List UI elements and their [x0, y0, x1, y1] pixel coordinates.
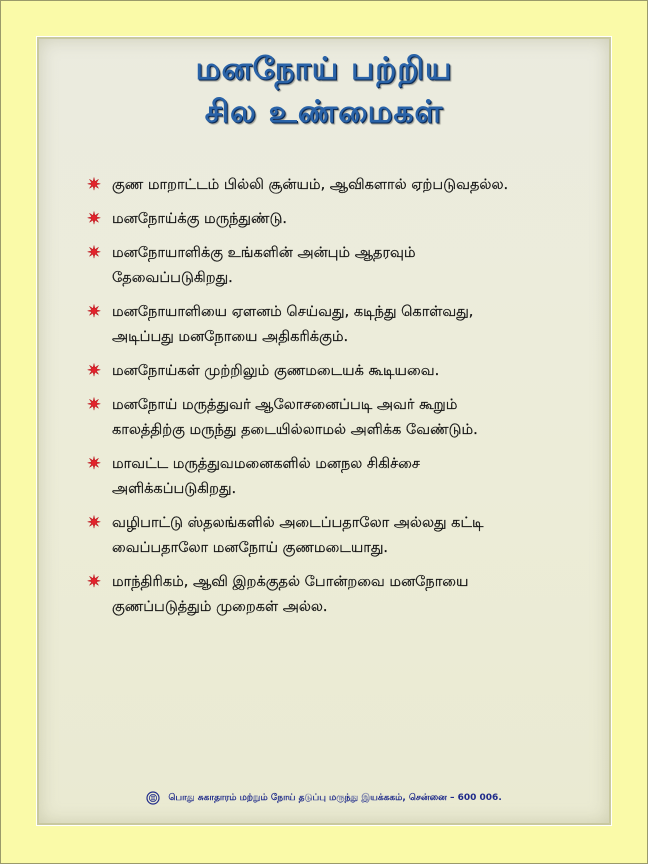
- fact-item: [81, 393, 581, 443]
- footer: [1, 791, 647, 806]
- fact-item: [81, 359, 581, 384]
- fact-text-line: தேவைப்படுகிறது.: [112, 270, 233, 286]
- fact-item: [81, 241, 581, 291]
- fact-text-line: குணப்படுத்தும் முறைகள் அல்ல.: [112, 599, 328, 615]
- star-bullet-icon: ✷: [86, 243, 102, 263]
- star-bullet-icon: ✷: [86, 361, 102, 381]
- fact-text-line: குண மாறாட்டம் பில்லி சூன்யம், ஆவிகளால் ஏற்படுவதல்ல.: [112, 177, 509, 193]
- fact-item: [81, 511, 581, 561]
- fact-text-line: வழிபாட்டு ஸ்தலங்களில் அடைப்பதாலோ அல்லது கட்டி: [112, 515, 484, 531]
- fact-text-line: மாந்திரிகம், ஆவி இறக்குதல் போன்றவை மனநோயை: [112, 574, 469, 590]
- footer-text: பொது சுகாதாரம் மற்றும் நோய் தடுப்பு மருந்து இயக்ககம், சென்னை – 600 006.: [168, 793, 502, 803]
- star-bullet-icon: ✷: [86, 572, 102, 592]
- fact-item: [81, 452, 581, 502]
- fact-text-line: மனநோயாளியை ஏளனம் செய்வது, கடிந்து கொள்வது,: [112, 304, 474, 320]
- star-bullet-icon: ✷: [86, 209, 102, 229]
- star-bullet-icon: ✷: [86, 395, 102, 415]
- fact-item: [81, 173, 581, 198]
- department-seal-icon: [146, 791, 160, 805]
- poster-title-line-2: சில உண்மைகள்: [204, 94, 444, 130]
- fact-text-line: மனநோய்க்கு மருந்துண்டு.: [112, 211, 288, 227]
- fact-item: [81, 300, 581, 350]
- fact-item: [81, 570, 581, 620]
- star-bullet-icon: ✷: [86, 454, 102, 474]
- fact-text-line: வைப்பதாலோ மனநோய் குணமடையாது.: [112, 540, 389, 556]
- fact-text-line: மனநோய் மருத்துவர் ஆலோசனைப்படி அவர் கூறும்: [112, 397, 458, 413]
- fact-text-line: காலத்திற்கு மருந்து தடையில்லாமல் அளிக்க வேண்டும்.: [112, 422, 478, 438]
- fact-text-line: மனநோய்கள் முற்றிலும் குணமடையக் கூடியவை.: [112, 363, 440, 379]
- poster-title-line-1: மனநோய் பற்றிய: [195, 51, 453, 87]
- fact-text-line: மனநோயாளிக்கு உங்களின் அன்பும் ஆதரவும்: [112, 245, 416, 261]
- fact-text-line: அளிக்கப்படுகிறது.: [112, 481, 237, 497]
- facts-list: [81, 173, 581, 620]
- fact-text-line: மாவட்ட மருத்துவமனைகளில் மனநல சிகிச்சை: [112, 456, 420, 472]
- star-bullet-icon: ✷: [86, 513, 102, 533]
- fact-item: [81, 207, 581, 232]
- fact-text-line: அடிப்பது மனநோயை அதிகரிக்கும்.: [112, 329, 349, 345]
- star-bullet-icon: ✷: [86, 175, 102, 195]
- star-bullet-icon: ✷: [86, 302, 102, 322]
